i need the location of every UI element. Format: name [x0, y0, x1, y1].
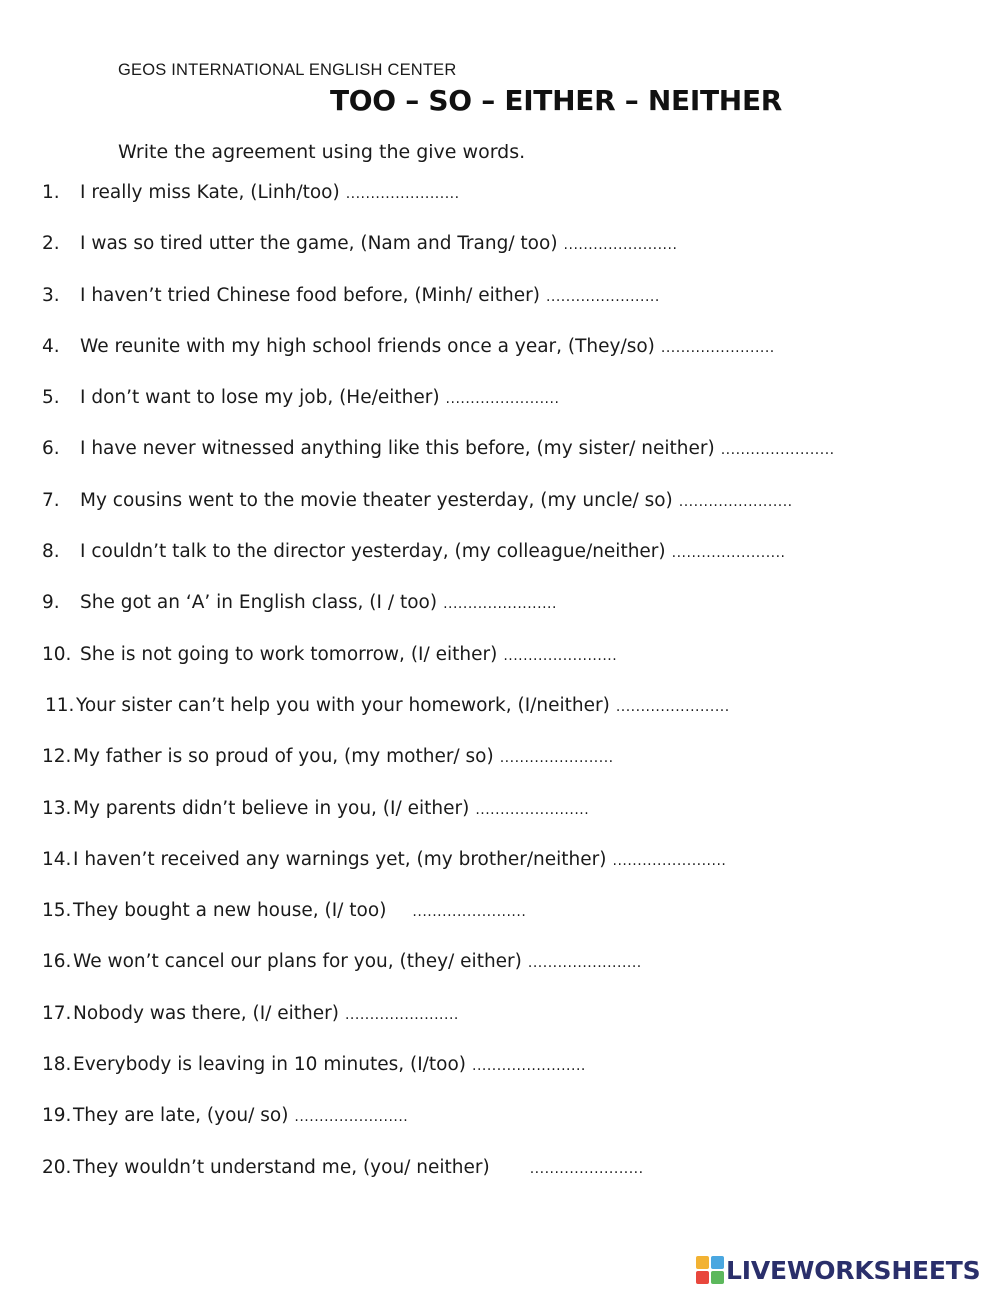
answer-blank[interactable]: ....................... — [660, 339, 775, 356]
logo-square — [696, 1256, 709, 1269]
item-text: I haven’t received any warnings yet, (my brother/neither) — [73, 848, 607, 870]
item-text: My father is so proud of you, (my mother/ so) — [73, 746, 494, 768]
item-text: Nobody was there, (I/ either) — [73, 1002, 339, 1024]
item-prompt — [80, 540, 786, 565]
worksheet-title: TOO – SO – EITHER – NEITHER — [330, 84, 783, 117]
item-number: 12. — [42, 746, 72, 768]
item-number: 13. — [42, 797, 72, 819]
item-prompt — [80, 437, 835, 462]
item-text: I couldn’t talk to the director yesterday, (my colleague/neither) — [80, 541, 666, 563]
item-prompt — [73, 899, 526, 924]
item-prompt — [73, 1156, 644, 1181]
liveworksheets-logo[interactable] — [696, 1253, 980, 1287]
item-text: She is not going to work tomorrow, (I/ either) — [80, 643, 498, 665]
item-text: I really miss Kate, (Linh/too) — [80, 182, 340, 203]
item-number: 14. — [42, 848, 72, 870]
item-number: 16. — [42, 951, 72, 973]
item-text: She got an ‘A’ in English class, (I / too) — [80, 592, 438, 614]
item-number: 18. — [42, 1054, 72, 1076]
item-text: They wouldn’t understand me, (you/ neither) — [73, 1156, 490, 1178]
item-text: I haven’t tried Chinese food before, (Minh/ either) — [80, 284, 540, 306]
item-prompt — [73, 1104, 408, 1129]
school-name: GEOS INTERNATIONAL ENGLISH CENTER — [118, 61, 457, 79]
item-text: I was so tired utter the game, (Nam and Trang/ too) — [80, 233, 558, 255]
logo-text: LIVEWORKSHEETS — [726, 1255, 981, 1285]
answer-blank[interactable]: ....................... — [529, 1160, 644, 1177]
answer-blank[interactable]: ....................... — [445, 391, 560, 408]
answer-blank[interactable]: ....................... — [720, 442, 835, 459]
answer-blank[interactable]: ....................... — [475, 801, 590, 818]
answer-blank[interactable]: ....................... — [545, 288, 660, 305]
item-prompt — [73, 745, 614, 770]
item-number: 20. — [42, 1156, 72, 1178]
answer-blank[interactable]: ....................... — [294, 1109, 409, 1126]
item-number: 2. — [42, 233, 60, 255]
answer-blank[interactable]: ....................... — [443, 596, 557, 613]
item-text: We won’t cancel our plans for you, (they/ either) — [73, 951, 522, 973]
item-text: I have never witnessed anything like this before, (my sister/ neither) — [80, 438, 715, 460]
item-number: 15. — [42, 900, 72, 922]
item-number: 9. — [42, 592, 60, 614]
logo-square — [696, 1271, 709, 1284]
item-prompt — [80, 232, 677, 257]
item-text: They bought a new house, (I/ too) — [73, 900, 387, 922]
answer-blank[interactable]: ....................... — [472, 1058, 586, 1075]
answer-blank[interactable]: ....................... — [527, 955, 642, 972]
item-text: Your sister can’t help you with your homework, (I/neither) — [76, 694, 610, 716]
item-text: We reunite with my high school friends once a year, (They/so) — [80, 335, 655, 357]
item-prompt — [73, 797, 589, 822]
item-number: 19. — [42, 1105, 72, 1127]
item-prompt — [80, 489, 793, 514]
item-prompt — [73, 1053, 586, 1078]
answer-blank[interactable]: ....................... — [499, 750, 614, 767]
answer-blank[interactable]: ....................... — [612, 852, 727, 869]
item-text: I don’t want to lose my job, (He/either) — [80, 387, 440, 409]
item-prompt — [73, 950, 642, 975]
item-number: 8. — [42, 541, 60, 563]
item-number: 6. — [42, 438, 60, 460]
logo-mark-icon — [696, 1256, 724, 1284]
item-number: 4. — [42, 335, 60, 357]
logo-square — [711, 1271, 724, 1284]
answer-blank[interactable]: ....................... — [503, 647, 618, 664]
answer-blank[interactable]: ....................... — [412, 904, 527, 921]
item-text: My parents didn’t believe in you, (I/ either) — [73, 797, 470, 819]
item-prompt — [73, 848, 726, 873]
item-number: 10. — [42, 643, 72, 665]
item-text: My cousins went to the movie theater yesterday, (my uncle/ so) — [80, 489, 673, 511]
answer-blank[interactable]: ....................... — [671, 545, 786, 562]
item-prompt — [80, 386, 559, 411]
item-prompt — [73, 1002, 459, 1027]
item-text: They are late, (you/ so) — [73, 1105, 289, 1127]
item-number: 3. — [42, 284, 60, 306]
answer-blank[interactable]: ....................... — [563, 237, 678, 254]
answer-blank[interactable]: ....................... — [344, 1006, 459, 1023]
answer-blank[interactable]: ....................... — [678, 493, 793, 510]
logo-square — [711, 1256, 724, 1269]
item-prompt — [80, 181, 460, 206]
item-number: 1. — [42, 182, 60, 203]
item-prompt — [80, 643, 617, 668]
item-number: 5. — [42, 387, 60, 409]
item-prompt — [80, 284, 660, 309]
item-number: 11. — [45, 694, 75, 716]
item-number: 17. — [42, 1002, 72, 1024]
item-prompt — [76, 694, 730, 719]
answer-blank[interactable]: ....................... — [615, 698, 730, 715]
item-number: 7. — [42, 489, 60, 511]
instruction-text: Write the agreement using the give words. — [118, 141, 526, 163]
item-prompt — [80, 335, 775, 360]
item-text: Everybody is leaving in 10 minutes, (I/too) — [73, 1054, 466, 1076]
item-prompt — [80, 591, 557, 616]
answer-blank[interactable]: ....................... — [345, 186, 460, 202]
